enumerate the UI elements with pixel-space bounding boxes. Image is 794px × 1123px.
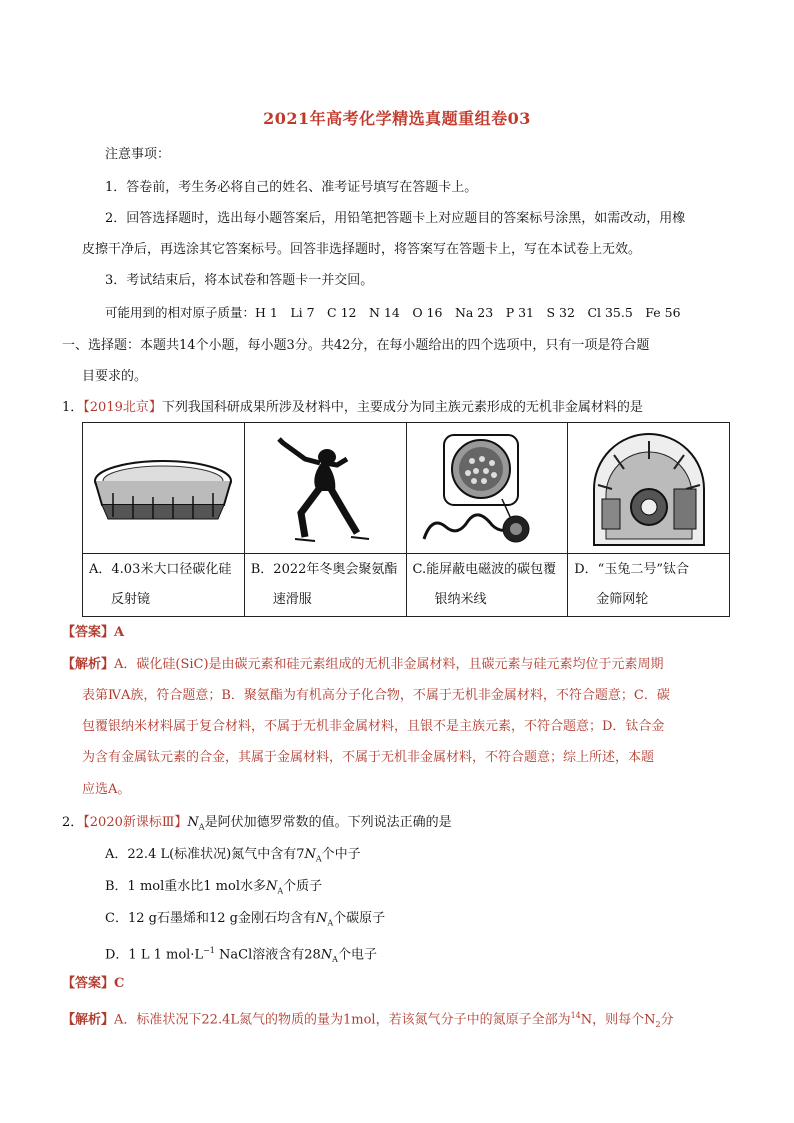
q2-stem: 2．【2020新课标Ⅲ】$N_A$是阿伏加德罗常数的值。下列说法正确的是	[62, 815, 452, 832]
option-a-caption: A．4.03米大口径碳化硅 反射镜	[83, 554, 245, 617]
notice-item-1: 1．答卷前，考生务必将自己的姓名、准考证号填写在答题卡上。	[105, 180, 478, 195]
q1-stem	[62, 400, 643, 416]
rover-wheel-icon	[584, 429, 714, 547]
option-b-image-cell	[244, 423, 406, 554]
q1-analysis-3: 包覆银纳米材料属于复合材料，不属于无机非金属材料，且银不是主族元素，不符合题意；D．钛合金	[82, 719, 665, 734]
option-d-caption: D．“玉兔二号”钛合 金筛网轮	[568, 554, 730, 617]
q2-option-b: B．1 mol重水比1 mol水多$N_A$个质子	[105, 879, 323, 896]
option-a-image-cell	[83, 423, 245, 554]
q2-option-c: C．12 g石墨烯和12 g金刚石均含有$N_A$个碳原子	[105, 911, 386, 928]
notice-item-3: 3．考试结束后，将本试卷和答题卡一并交回。	[105, 273, 374, 288]
notice-heading: 注意事项：	[105, 147, 171, 162]
reflector-mirror-icon	[88, 433, 238, 543]
q1-source: 【2019北京】	[83, 400, 162, 415]
q1-analysis-5: 应选A。	[82, 782, 131, 797]
q1-text: 下列我国科研成果所涉及材料中，主要成分为同主族元素形成的无机非金属材料的是	[161, 400, 643, 415]
option-d-image-cell	[568, 423, 730, 554]
notice-item-2: 2．回答选择题时，选出每小题答案后，用铅笔把答题卡上对应题目的答案标号涂黑，如需改动，用橡	[105, 211, 686, 226]
page-title: 2021年高考化学精选真题重组卷03	[263, 109, 531, 128]
q2-source: 【2020新课标Ⅲ】	[83, 815, 188, 830]
q1-answer: 【答案】A	[62, 625, 125, 640]
q2-analysis-1: 【解析】A．标准状况下22.4L氮气的物质的量为1mol，若该氮气分子中的氮原子全部为$^{14}$N，则每个$N_2$分	[62, 1011, 674, 1029]
speed-skater-icon	[265, 429, 385, 547]
section-heading: 一、选择题：本题共14个小题，每小题3分。共42分，在每小题给出的四个选项中，只有一项是符合题	[62, 338, 650, 353]
notice-item-2-cont: 皮擦干净后，再选涂其它答案标号。回答非选择题时，将答案写在答题卡上，写在本试卷上无效。	[82, 242, 642, 257]
option-b-caption: B．2022年冬奥会聚氨酯 速滑服	[244, 554, 406, 617]
q1-options-table	[82, 422, 730, 617]
q2-option-d: D．1 L 1 $mol\cdot L^{-1}$ NaCl溶液含有$28N_A$个电子	[105, 946, 377, 964]
atomic-mass-line: 可能用到的相对原子质量：H 1 Li 7 C 12 N 14 O 16 Na 23 P 31 S 32 Cl 35.5 Fe 56	[105, 305, 681, 320]
q1-analysis-1: 【解析】A．碳化硅(SiC)是由碳元素和硅元素组成的无机非金属材料，且碳元素与硅元素均位于元素周期	[62, 657, 664, 672]
section-heading-cont: 目要求的。	[82, 369, 148, 384]
nanowire-icon	[412, 429, 562, 547]
q1-analysis-4: 为含有金属钛元素的合金，其属于金属材料，不属于无机非金属材料，不符合题意；综上所述，本题	[82, 750, 655, 765]
q2-answer: 【答案】C	[62, 976, 125, 991]
q1-analysis-2: 表第ⅣA族，符合题意；B．聚氨酯为有机高分子化合物，不属于无机非金属材料，不符合题意；C．碳	[82, 688, 670, 703]
q2-option-a: A．22.4 L(标准状况)氮气中含有$7N_A$个中子	[105, 847, 361, 864]
option-c-image-cell	[406, 423, 568, 554]
q1-number: 1．	[62, 400, 84, 415]
option-c-caption: C.能屏蔽电磁波的碳包覆 银纳米线	[406, 554, 568, 617]
